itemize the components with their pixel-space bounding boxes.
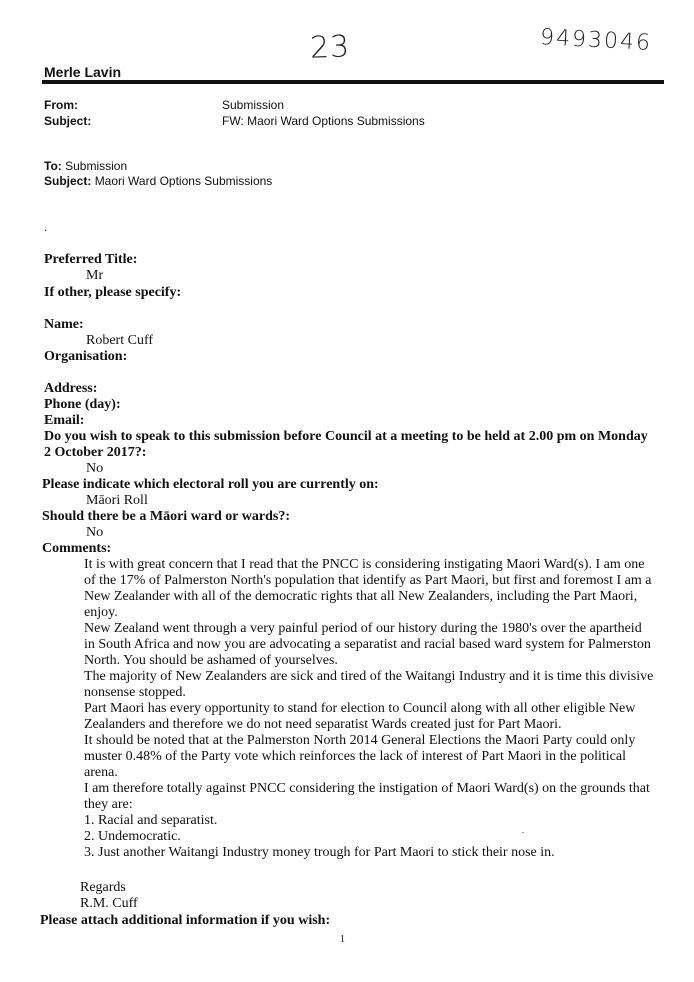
to-label: To: xyxy=(44,159,62,173)
preferred-title-label: Preferred Title: xyxy=(44,252,138,267)
handwritten-reference-number: 9493046 xyxy=(539,25,653,56)
subject2-line xyxy=(44,174,272,188)
email-label: Email: xyxy=(44,413,85,428)
subject-label: Subject: xyxy=(44,114,92,128)
name-label: Name: xyxy=(44,317,84,332)
comment-paragraph: It should be noted that at the Palmerston North 2014 General Elections the Maori Party could only muster 0.48% of the Party vote which reinforces the lack of interest of Part Maori in the political arena. xyxy=(84,733,636,780)
comment-paragraph: Part Maori has every opportunity to stand for election to Council along with all other eligible New Zealanders and therefore we do not need separatist Wards created just for Part Maori. xyxy=(84,701,636,732)
scan-speck xyxy=(522,832,524,833)
from-value: Submission xyxy=(222,98,285,112)
subject-value: FW: Maori Ward Options Submissions xyxy=(222,114,425,128)
ward-label: Should there be a Māori ward or wards?: xyxy=(42,509,290,524)
email-sender-name: Merle Lavin xyxy=(44,64,122,80)
roll-value: Māori Roll xyxy=(86,493,148,508)
roll-label: Please indicate which electoral roll you are currently on: xyxy=(42,477,379,492)
comment-paragraph: I am therefore totally against PNCC considering the instigation of Maori Ward(s) on the grounds that they are: xyxy=(84,781,650,812)
phone-label: Phone (day): xyxy=(44,397,121,412)
attach-label: Please attach additional information if you wish: xyxy=(40,913,331,928)
organisation-label: Organisation: xyxy=(44,349,128,364)
comment-list-item: 2. Undemocratic. xyxy=(84,829,181,844)
header-divider xyxy=(42,80,664,84)
name-value: Robert Cuff xyxy=(86,333,154,348)
speak-value: No xyxy=(86,461,104,476)
subject2-value: Maori Ward Options Submissions xyxy=(94,174,273,188)
comments-label: Comments: xyxy=(42,541,112,556)
subject2-label: Subject: xyxy=(44,174,92,188)
comment-list-item: 1. Racial and separatist. xyxy=(84,813,218,828)
handwritten-page-number: 23 xyxy=(309,29,351,66)
speak-question-line2: 2 October 2017?: xyxy=(44,445,147,460)
comment-paragraph: New Zealand went through a very painful period of our history during the 1980's over the apartheid in South Africa and now you are advocating a separatist and racial based ward system for Palmerston North. You should be ashamed of yourselves. xyxy=(84,621,651,668)
ward-value: No xyxy=(86,525,104,540)
comment-list-item: 3. Just another Waitangi Industry money trough for Part Maori to stick their nose in. xyxy=(84,845,555,860)
to-value: Submission xyxy=(65,159,128,173)
speak-question-line1: Do you wish to speak to this submission before Council at a meeting to be held at 2.00 pm on Monday xyxy=(44,429,648,444)
comment-paragraph: It is with great concern that I read that the PNCC is considering instigating Maori Ward(s). I am one of the 17% of Palmerston North's population that identify as Part Maori, but first and foremost I am a New Zealander with all of the democratic rights that all New Zealanders, including the Part Maori, enjoy. xyxy=(84,557,652,620)
to-line xyxy=(44,159,127,173)
footer-page-number: 1 xyxy=(340,934,345,945)
signoff-text: R.M. Cuff xyxy=(80,896,138,911)
comment-paragraph: The majority of New Zealanders are sick and tired of the Waitangi Industry and it is time this divisive nonsense stopped. xyxy=(84,669,654,700)
regards-text: Regards xyxy=(80,880,126,895)
preferred-title-value: Mr xyxy=(86,268,104,283)
comments-body xyxy=(84,557,656,861)
if-other-label: If other, please specify: xyxy=(44,285,182,300)
stray-dot: . xyxy=(44,220,48,234)
address-label: Address: xyxy=(44,381,98,396)
from-label: From: xyxy=(44,98,78,112)
